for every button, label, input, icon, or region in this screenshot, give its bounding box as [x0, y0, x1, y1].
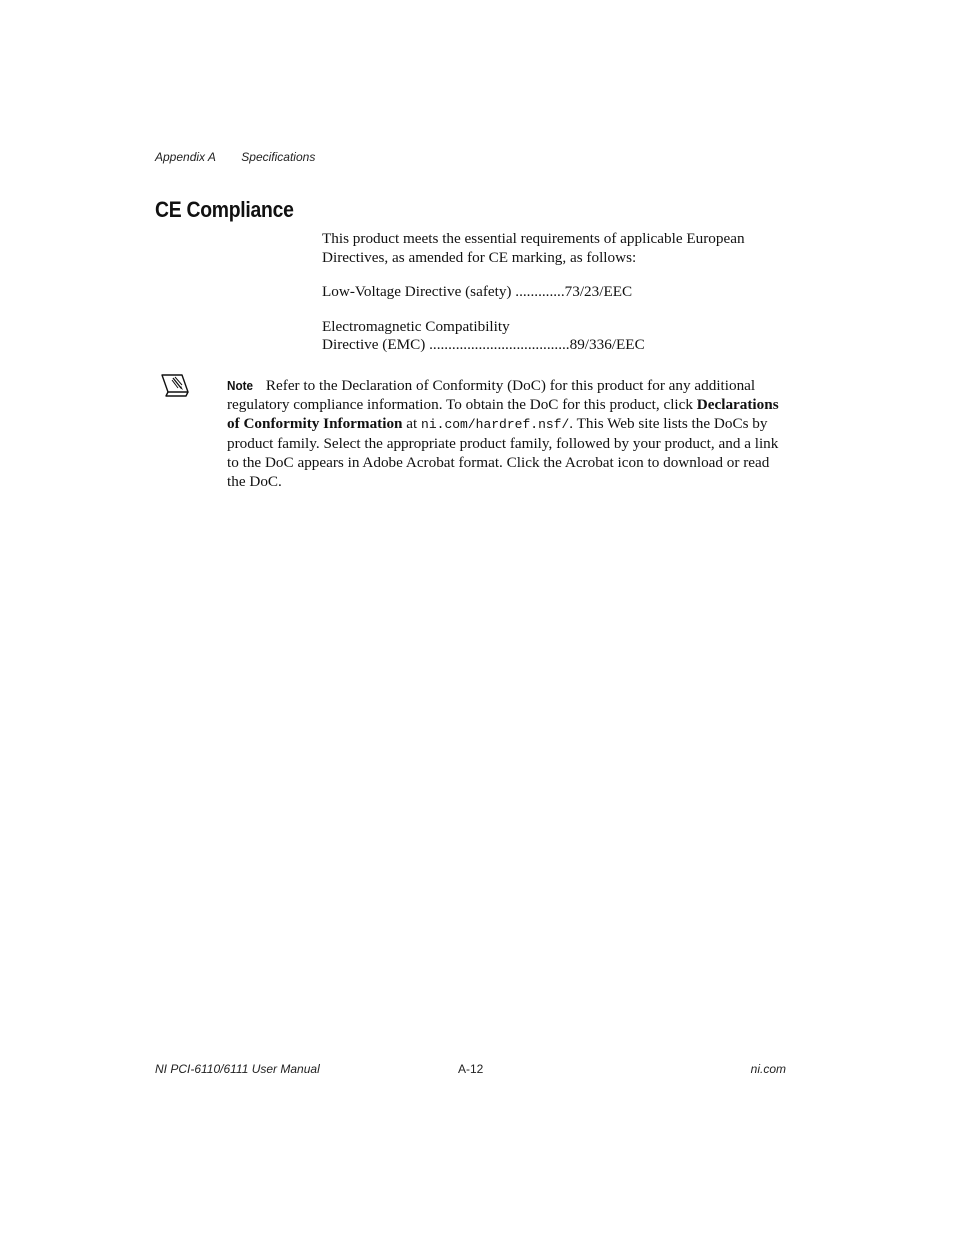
spec-low-voltage: Low-Voltage Directive (safety) .............73/23/EEC — [322, 283, 633, 300]
note-paragraph — [227, 376, 787, 491]
note-url: ni.com/hardref.nsf/ — [421, 417, 570, 432]
section-heading: CE Compliance — [155, 197, 294, 222]
footer-manual-title: NI PCI-6110/6111 User Manual — [155, 1062, 320, 1076]
header-section: Specifications — [241, 150, 316, 164]
footer-page-number: A-12 — [458, 1062, 484, 1076]
running-header — [155, 150, 315, 164]
intro-paragraph: This product meets the essential requirements of applicable European Directives, as amended for CE marking, as follows: — [322, 230, 745, 266]
header-appendix: Appendix A — [155, 150, 216, 164]
note-text-3: . This Web site lists the DoCs by product family. Select the appropriate product family, followed by your product, and a link to the DoC appears in Adobe Acrobat format. Click the Acrobat icon to download or read the DoC. — [227, 415, 779, 490]
note-icon — [160, 370, 192, 398]
note-doc-link-text: Declarations of Conformity Information — [227, 396, 779, 432]
note-text-1: Refer to the Declaration of Conformity (DoC) for this product for any additional regulatory compliance information. To obtain the DoC for this product, click — [227, 377, 756, 413]
spec-emc-title: Electromagnetic Compatibility — [322, 318, 510, 335]
footer-site: ni.com — [750, 1062, 786, 1076]
note-text-2: at — [402, 415, 422, 432]
spec-emc-directive: Directive (EMC) .....................................89/336/EEC — [322, 336, 645, 353]
note-label: Note — [227, 378, 254, 393]
